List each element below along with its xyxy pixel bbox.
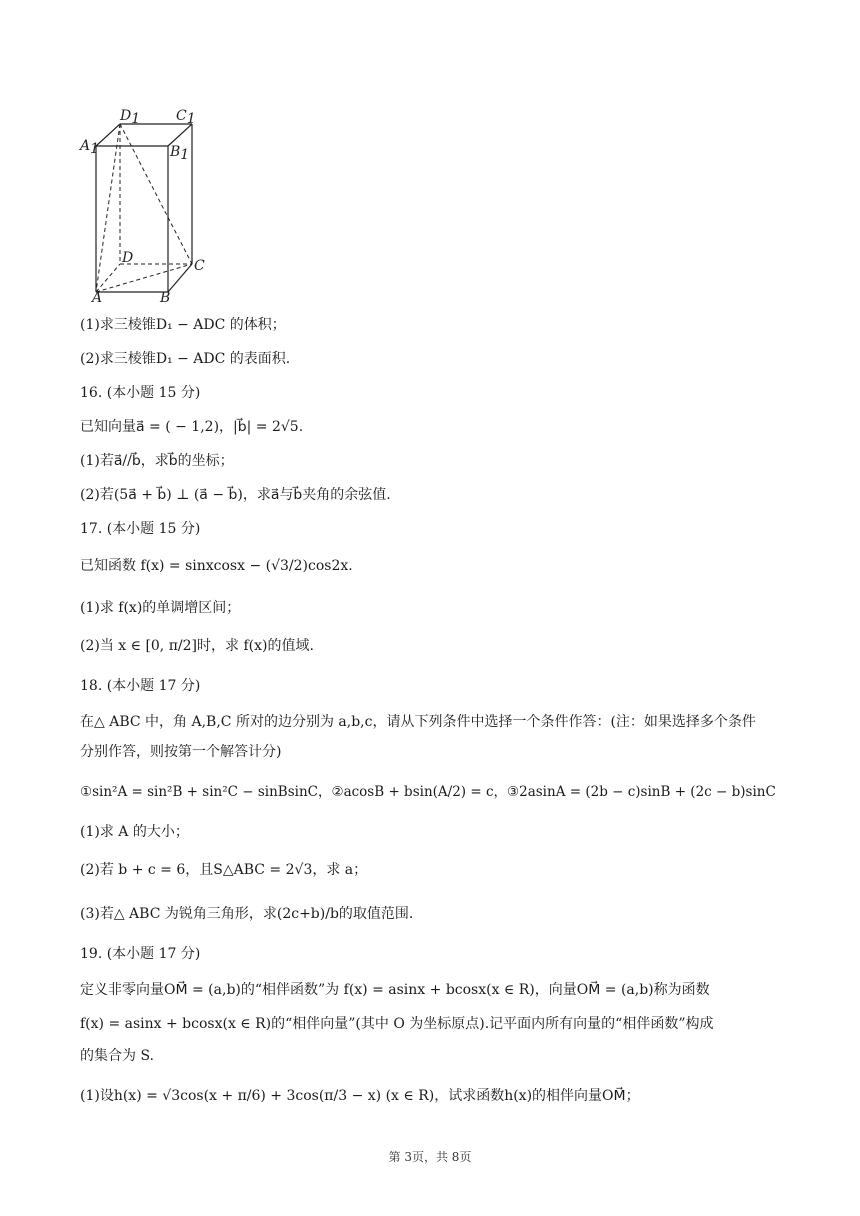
- q17-part1: (1)求 f(x)的单调增区间；: [80, 600, 241, 616]
- q19-heading: 19. (本小题 17 分): [80, 946, 201, 962]
- label-b: B: [160, 290, 171, 304]
- q18-part2: (2)若 b + c = 6，且S△ABC = 2√3，求 a；: [80, 862, 368, 878]
- q18-heading: 18. (本小题 17 分): [80, 678, 201, 694]
- q18-conditions: ①sin²A = sin²B + sin²C − sinBsinC，②acosB + bsin(A/2) = c，③2asinA = (2b − c)sinB + (2c − b)sinC: [80, 784, 776, 800]
- label-c: C: [194, 258, 205, 274]
- q19-stem-line2: f(x) = asinx + bcosx(x ∈ R)的“相伴向量”(其中 O 为坐标原点).记平面内所有向量的“相伴函数”构成: [80, 1016, 714, 1032]
- q16-heading: 16. (本小题 15 分): [80, 385, 201, 401]
- q15-part1: (1)求三棱锥D₁ − ADC 的体积；: [80, 317, 286, 333]
- q16-part1: (1)若a⃗//b⃗，求b⃗的坐标；: [80, 453, 234, 469]
- label-d: D: [122, 250, 134, 266]
- q18-part3: (3)若△ ABC 为锐角三角形，求(2c+b)/b的取值范围.: [80, 906, 414, 922]
- q17-heading: 17. (本小题 15 分): [80, 521, 201, 537]
- q16-stem: 已知向量a⃗ = ( − 1,2)，|b⃗| = 2√5.: [80, 419, 304, 435]
- label-c1: C1: [176, 108, 196, 127]
- cuboid-figure: [76, 104, 216, 304]
- q18-part1: (1)求 A 的大小；: [80, 824, 189, 840]
- q19-stem-line3: 的集合为 S.: [80, 1048, 154, 1064]
- q19-part1: (1)设h(x) = √3cos(x + π/6) + 3cos(π/3 − x) (x ∈ R)，试求函数h(x)的相伴向量OM⃗；: [80, 1088, 640, 1104]
- label-a1: A1: [80, 138, 100, 157]
- q17-part2: (2)当 x ∈ [0, π/2]时，求 f(x)的值域.: [80, 638, 314, 654]
- q19-stem-line1: 定义非零向量OM⃗ = (a,b)的“相伴函数”为 f(x) = asinx + bcosx(x ∈ R)，向量OM⃗ = (a,b)称为函数: [80, 982, 710, 998]
- q18-stem-line2: 分别作答，则按第一个解答计分): [80, 744, 282, 760]
- page-footer: 第 3页，共 8页: [388, 1150, 472, 1164]
- q15-part2: (2)求三棱锥D₁ − ADC 的表面积.: [80, 351, 291, 367]
- q18-stem-line1: 在△ ABC 中，角 A,B,C 所对的边分别为 a,b,c，请从下列条件中选择一个条件作答：(注：如果选择多个条件: [80, 714, 756, 730]
- q16-part2: (2)若(5a⃗ + b⃗) ⊥ (a⃗ − b⃗)，求a⃗与b⃗夹角的余弦值.: [80, 487, 391, 503]
- label-b1: B1: [170, 144, 190, 163]
- label-a: A: [92, 290, 103, 304]
- q17-stem: 已知函数 f(x) = sinxcosx − (√3/2)cos2x.: [80, 558, 353, 574]
- label-d1: D1: [120, 108, 141, 127]
